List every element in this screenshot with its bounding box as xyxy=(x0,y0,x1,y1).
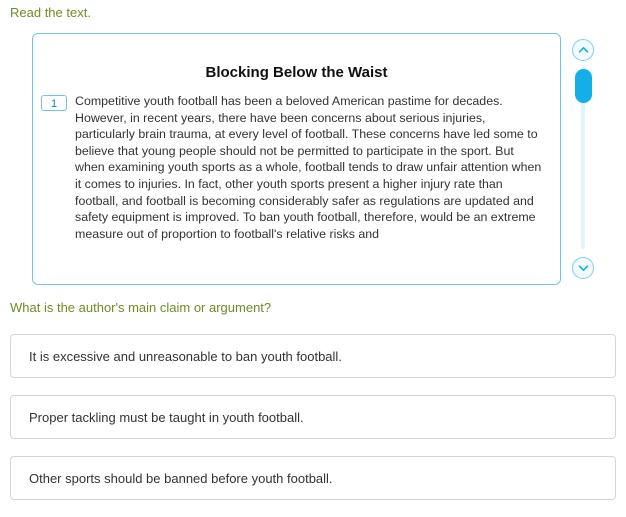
scroll-up-button[interactable] xyxy=(572,39,594,61)
instruction-text: Read the text. xyxy=(10,5,91,20)
chevron-down-icon xyxy=(578,264,589,272)
answer-option-2[interactable] xyxy=(10,395,616,439)
passage-title: Blocking Below the Waist xyxy=(205,64,388,81)
scroll-down-button[interactable] xyxy=(572,257,594,279)
answer-option-1[interactable] xyxy=(10,334,616,378)
answer-option-label: Proper tackling must be taught in youth football. xyxy=(29,409,304,425)
answer-option-label: It is excessive and unreasonable to ban youth football. xyxy=(29,348,342,364)
passage-scrollbar[interactable] xyxy=(572,33,594,285)
chevron-up-icon xyxy=(578,46,589,54)
paragraph-text: Competitive youth football has been a beloved American pastime for decades. However, in recent years, there have been concerns about serious injuries, particularly brain trauma, at every level of football. These concerns have led some to believe that young people should not be permitted to participate in the sport. But when examining youth sports as a whole, football tends to draw unfair attention when it comes to injuries. In fact, other youth sports present a higher injury rate than football, and football is becoming considerably safer as regulations are updated and safety equipment is improved. To ban youth football, therefore, would be an extreme measure out of proportion to football's relative risks and xyxy=(75,94,542,241)
paragraph-number: 1 xyxy=(41,95,67,111)
passage-paragraph xyxy=(33,93,560,242)
question-text: What is the author's main claim or argument? xyxy=(10,300,272,315)
passage-panel xyxy=(32,33,561,285)
answer-options xyxy=(10,334,616,517)
answer-option-label: Other sports should be banned before youth football. xyxy=(29,470,333,486)
answer-option-3[interactable] xyxy=(10,456,616,500)
scroll-thumb[interactable] xyxy=(575,69,592,103)
passage-region xyxy=(32,33,594,285)
